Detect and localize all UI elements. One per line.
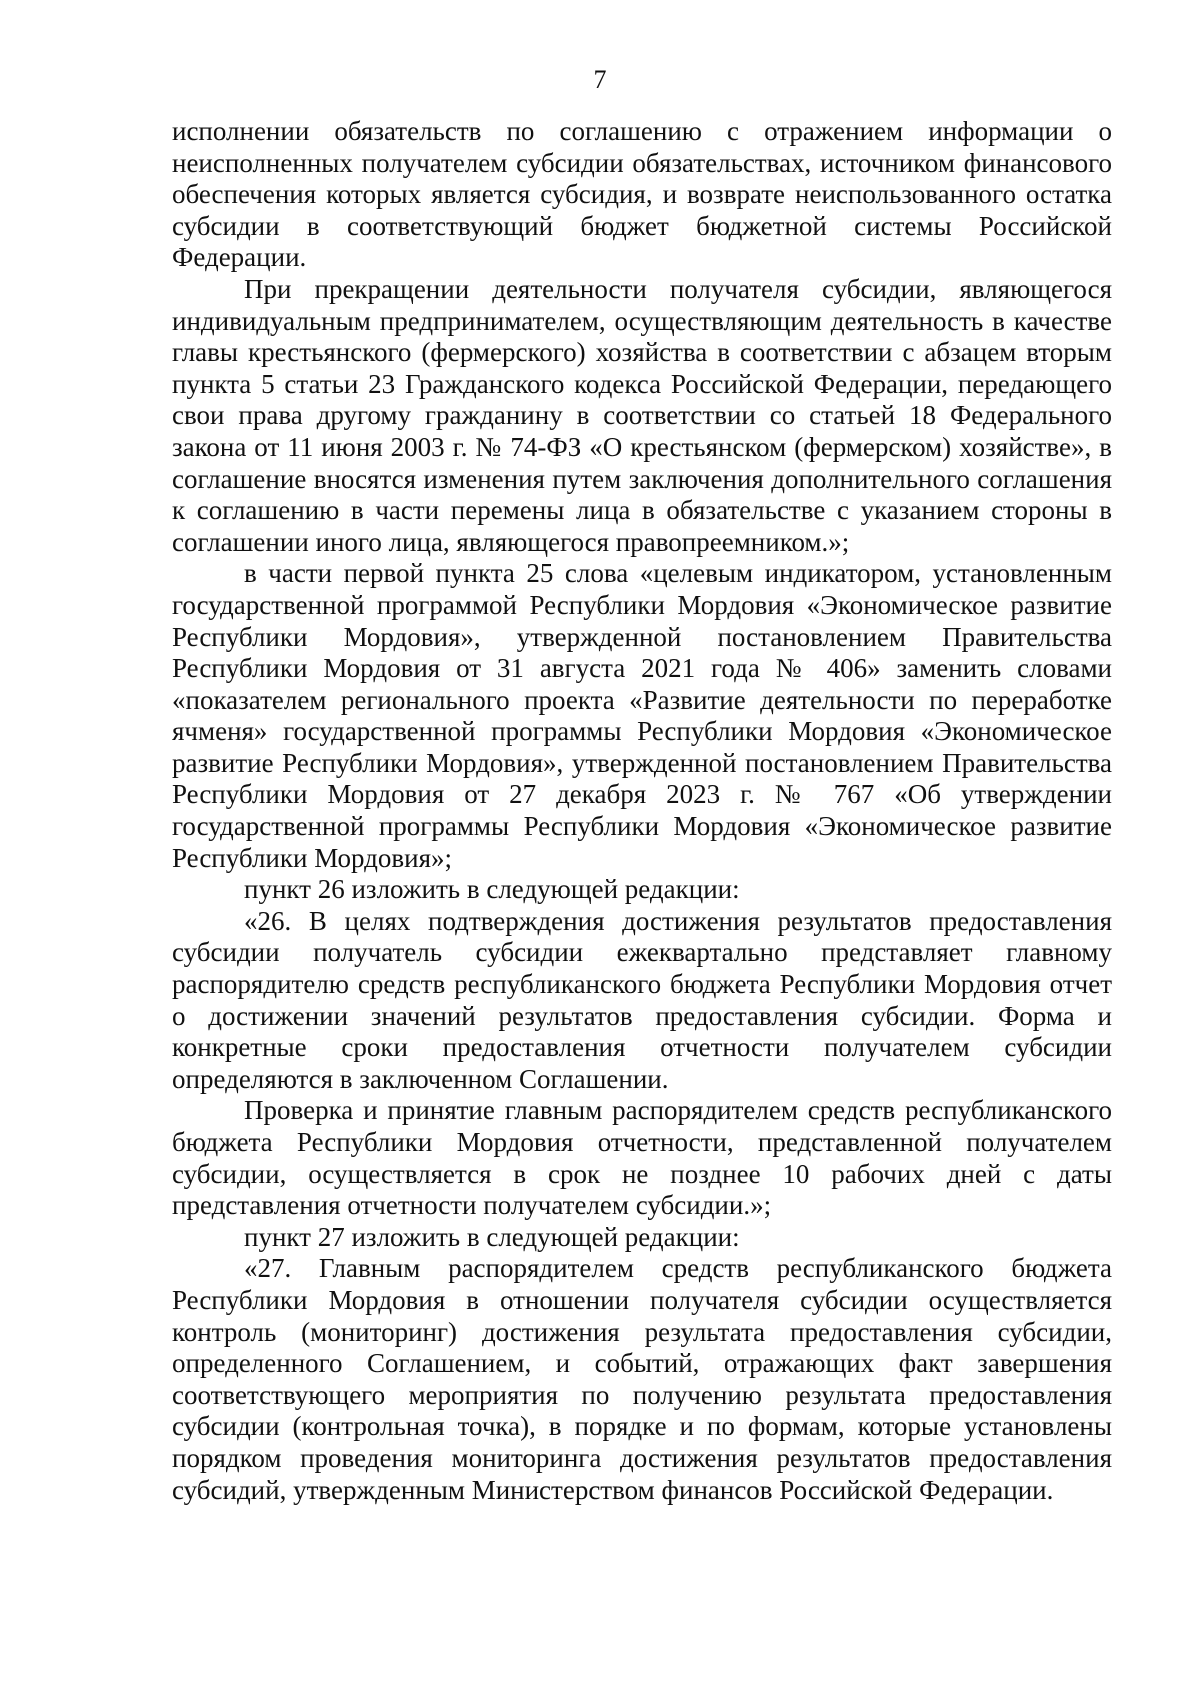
paragraph-report-verification: Проверка и принятие главным распорядителем средств республиканского бюджета Республики Мордовия отчетности, представленной получателем субсидии, осуществляется в срок не позднее 10 рабочих дней с даты представления отчетности получателем субсидии.»;	[172, 1095, 1112, 1221]
paragraph-point-25-amendment: в части первой пункта 25 слова «целевым индикатором, установленным государственной программой Республики Мордовия «Экономическое развитие Республики Мордовия», утвержденной постановлением Правительства Республики Мордовия от 31 августа 2021 года № 406» заменить словами «показателем регионального проекта «Развитие деятельности по переработке ячменя» государственной программы Республики Мордовия «Экономическое развитие Республики Мордовия», утвержденной постановлением Правительства Республики Мордовия от 27 декабря 2023 г. № 767 «Об утверждении государственной программы Республики Мордовия «Экономическое развитие Республики Мордовия»;	[172, 558, 1112, 873]
paragraph-continuation: исполнении обязательств по соглашению с отражением информации о неисполненных получателем субсидии обязательствах, источником финансового обеспечения которых является субсидия, и возврате неиспользованного остатка субсидии в соответствующий бюджет бюджетной системы Российской Федерации.	[172, 116, 1112, 273]
paragraph-point-27-text: «27. Главным распорядителем средств республиканского бюджета Республики Мордовия в отношении получателя субсидии осуществляется контроль (мониторинг) достижения результата предоставления субсидии, определенного Соглашением, и событий, отражающих факт завершения соответствующего мероприятия по получению результата предоставления субсидии (контрольная точка), в порядке и по формам, которые установлены порядком проведения мониторинга достижения результатов предоставления субсидий, утвержденным Министерством финансов Российской Федерации.	[172, 1253, 1112, 1505]
paragraph-point-26-text: «26. В целях подтверждения достижения результатов предоставления субсидии получатель субсидии ежеквартально представляет главному распорядителю средств республиканского бюджета Республики Мордовия отчет о достижении значений результатов предоставления субсидии. Форма и конкретные сроки предоставления отчетности получателем субсидии определяются в заключенном Соглашении.	[172, 905, 1112, 1094]
document-body	[172, 116, 1112, 1506]
paragraph-point-27-heading: пункт 27 изложить в следующей редакции:	[244, 1221, 740, 1252]
page-number: 7	[593, 65, 607, 94]
paragraph-farm-termination: При прекращении деятельности получателя субсидии, являющегося индивидуальным предпринимателем, осуществляющим деятельность в качестве главы крестьянского (фермерского) хозяйства в соответствии с абзацем вторым пункта 5 статьи 23 Гражданского кодекса Российской Федерации, передающего свои права другому гражданину в соответствии со статьей 18 Федерального закона от 11 июня 2003 г. № 74-ФЗ «О крестьянском (фермерском) хозяйстве», в соглашение вносятся изменения путем заключения дополнительного соглашения к соглашению в части перемены лица в обязательстве с указанием стороны в соглашении иного лица, являющегося правопреемником.»;	[172, 273, 1112, 557]
paragraph-point-26-heading: пункт 26 изложить в следующей редакции:	[244, 874, 740, 905]
